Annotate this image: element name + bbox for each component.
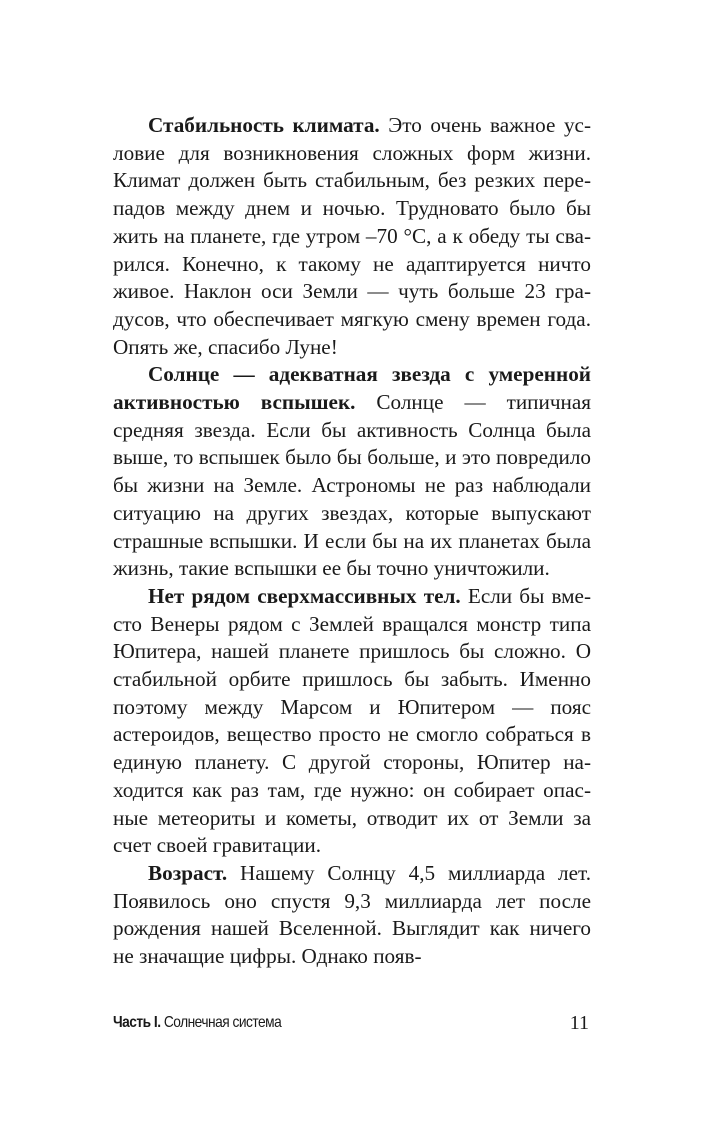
paragraph-lead: Солнце — адекватная звезда с умеренной активностью вспышек. (113, 362, 591, 415)
paragraph-climate-stability (113, 112, 591, 361)
paragraph-no-supermassive-bodies (113, 583, 591, 860)
paragraph-text: Нашему Солнцу 4,5 миллиарда лет. Появилось оно спустя 9,3 миллиарда лет после рождения нашей Вселенной. Выглядит как ничего не значащие цифры. Однако появ- (113, 860, 591, 969)
paragraph-lead: Возраст. (148, 860, 228, 885)
running-title-part: Часть I. (113, 1014, 161, 1031)
running-title-section: Солнечная система (160, 1014, 282, 1031)
paragraph-text: Если бы вместо Венеры рядом с Землей вращался монстр типа Юпитера, нашей планете пришлось бы сложно. О стабильной орбите пришлось бы забыть. Именно поэтому между Марсом и Юпитером — пояс астероидов, вещество просто не смогло собраться в единую планету. С другой стороны, Юпитер находится как раз там, где нужно: он собирает опасные метеориты и кометы, отводит их от Земли за счет своей гравитации. (113, 583, 592, 858)
paragraph-age (113, 860, 591, 971)
paragraph-lead: Стабильность климата. (148, 113, 380, 137)
page-number: 11 (569, 1012, 589, 1034)
paragraph-sun (113, 361, 591, 583)
paragraph-lead: Нет рядом сверхмассивных тел. (148, 583, 461, 608)
page-body (113, 112, 591, 971)
paragraph-text: Солнце — типичная средняя звезда. Если бы активность Солнца была выше, то вспышек было бы больше, и это повредило бы жизни на Земле. Астрономы не раз наблюдали ситуацию на других звездах, которые выпускают страшные вспышки. И если бы на их планетах была жизнь, такие вспышки ее бы точно уничтожили. (113, 390, 591, 581)
paragraph-text: Это очень важное условие для возникновения сложных форм жизни. Климат должен быть стабильным, без резких перепадов между днем и ночью. Трудновато было бы жить на планете, где утром –70 °С, а к обеду ты сварился. Конечно, к такому не адаптируется ничто живое. Наклон оси Земли — чуть больше 23 градусов, что обеспечивает мягкую смену времен года. Опять же, спасибо Луне! (113, 113, 591, 359)
page-footer (113, 1012, 591, 1040)
running-title (113, 1014, 281, 1032)
